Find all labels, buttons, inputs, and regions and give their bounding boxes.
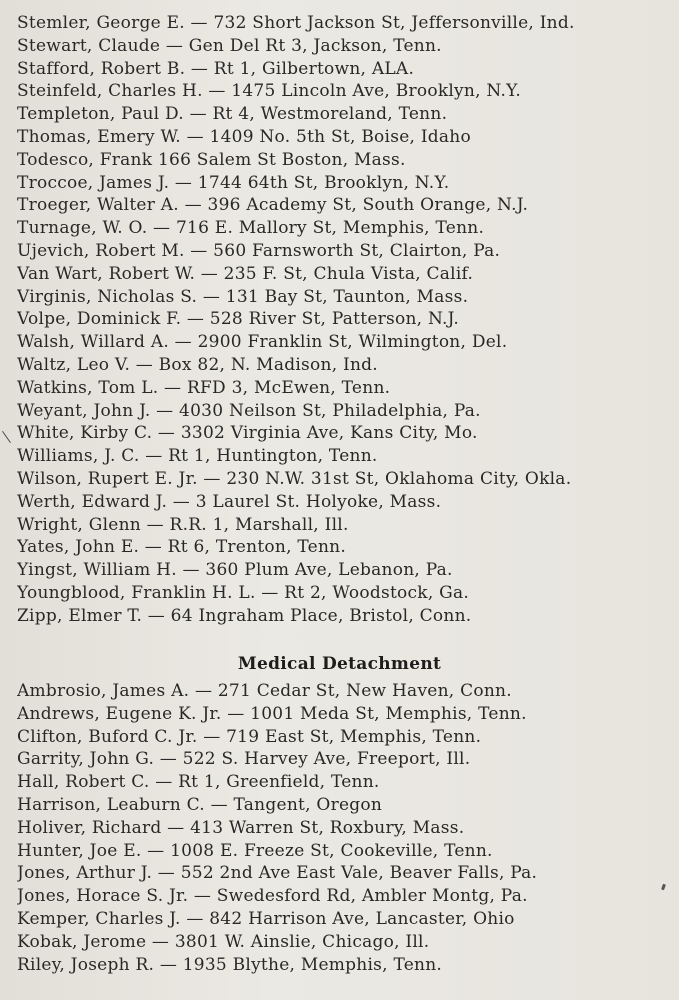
section-heading: Medical Detachment bbox=[237, 654, 442, 674]
roster-entry: Volpe, Dominick F. — 528 River St, Patterson, N.J. bbox=[17, 309, 460, 330]
medical-entry: Garrity, John G. — 522 S. Harvey Ave, Freeport, Ill. bbox=[17, 749, 471, 770]
medical-entry: Kobak, Jerome — 3801 W. Ainslie, Chicago, Ill. bbox=[17, 931, 430, 952]
roster-entry: Waltz, Leo V. — Box 82, N. Madison, Ind. bbox=[17, 354, 378, 375]
roster-entry: Steinfeld, Charles H. — 1475 Lincoln Ave, Brooklyn, N.Y. bbox=[17, 81, 522, 102]
medical-entry: Riley, Joseph R. — 1935 Blythe, Memphis, Tenn. bbox=[17, 954, 443, 975]
roster-entry: Wilson, Rupert E. Jr. — 230 N.W. 31st St, Oklahoma City, Okla. bbox=[17, 468, 572, 489]
roster-entry: Thomas, Emery W. — 1409 No. 5th St, Boise, Idaho bbox=[17, 126, 471, 147]
roster-entry: Williams, J. C. — Rt 1, Huntington, Tenn. bbox=[17, 446, 378, 467]
roster-entry: Wright, Glenn — R.R. 1, Marshall, Ill. bbox=[17, 514, 349, 535]
roster-entry: Troeger, Walter A. — 396 Academy St, South Orange, N.J. bbox=[17, 195, 529, 216]
roster-entry: Ujevich, Robert M. — 560 Farnsworth St, Clairton, Pa. bbox=[17, 240, 501, 261]
roster-entry: Zipp, Elmer T. — 64 Ingraham Place, Bristol, Conn. bbox=[17, 605, 472, 626]
medical-detachment-list bbox=[17, 680, 672, 976]
roster-entry: Weyant, John J. — 4030 Neilson St, Philadelphia, Pa. bbox=[17, 400, 481, 421]
roster-entry: Stafford, Robert B. — Rt 1, Gilbertown, ALA. bbox=[17, 58, 415, 79]
roster-entry: Templeton, Paul D. — Rt 4, Westmoreland, Tenn. bbox=[17, 104, 448, 125]
medical-entry: Hall, Robert C. — Rt 1, Greenfield, Tenn. bbox=[17, 772, 380, 793]
roster-entry: White, Kirby C. — 3302 Virginia Ave, Kans City, Mo. bbox=[17, 423, 478, 444]
medical-entry: Jones, Arthur J. — 552 2nd Ave East Vale, Beaver Falls, Pa. bbox=[17, 863, 538, 884]
medical-entry: Holiver, Richard — 413 Warren St, Roxbury, Mass. bbox=[17, 817, 465, 838]
medical-entry: Andrews, Eugene K. Jr. — 1001 Meda St, Memphis, Tenn. bbox=[17, 703, 527, 724]
roster-list bbox=[17, 12, 672, 628]
medical-entry: Jones, Horace S. Jr. — Swedesford Rd, Ambler Montg, Pa. bbox=[17, 886, 528, 907]
roster-entry: Todesco, Frank 166 Salem St Boston, Mass. bbox=[17, 149, 406, 170]
medical-entry: Harrison, Leaburn C. — Tangent, Oregon bbox=[17, 794, 383, 815]
medical-entry: Kemper, Charles J. — 842 Harrison Ave, Lancaster, Ohio bbox=[17, 908, 515, 929]
roster-entry: Virginis, Nicholas S. — 131 Bay St, Taunton, Mass. bbox=[17, 286, 469, 307]
roster-entry: Walsh, Willard A. — 2900 Franklin St, Wilmington, Del. bbox=[17, 332, 508, 353]
pencil-tick-mark bbox=[2, 431, 11, 443]
roster-entry: Troccoe, James J. — 1744 64th St, Brooklyn, N.Y. bbox=[17, 172, 450, 193]
roster-entry: Stemler, George E. — 732 Short Jackson St, Jeffersonville, Ind. bbox=[17, 13, 575, 33]
roster-entry: Youngblood, Franklin H. L. — Rt 2, Woodstock, Ga. bbox=[17, 582, 470, 603]
roster-entry: Yates, John E. — Rt 6, Trenton, Tenn. bbox=[17, 537, 347, 558]
roster-entry: Van Wart, Robert W. — 235 F. St, Chula Vista, Calif. bbox=[17, 263, 474, 284]
roster-entry: Yingst, William H. — 360 Plum Ave, Lebanon, Pa. bbox=[17, 560, 453, 581]
roster-entry: Watkins, Tom L. — RFD 3, McEwen, Tenn. bbox=[17, 377, 391, 398]
medical-entry: Hunter, Joe E. — 1008 E. Freeze St, Cookeville, Tenn. bbox=[17, 840, 493, 861]
medical-entry: Clifton, Buford C. Jr. — 719 East St, Memphis, Tenn. bbox=[17, 726, 482, 747]
roster-entry: Werth, Edward J. — 3 Laurel St. Holyoke, Mass. bbox=[17, 491, 442, 512]
roster-entry: Turnage, W. O. — 716 E. Mallory St, Memphis, Tenn. bbox=[17, 218, 485, 239]
medical-entry: Ambrosio, James A. — 271 Cedar St, New Haven, Conn. bbox=[17, 681, 512, 701]
roster-entry: Stewart, Claude — Gen Del Rt 3, Jackson, Tenn. bbox=[17, 35, 442, 56]
